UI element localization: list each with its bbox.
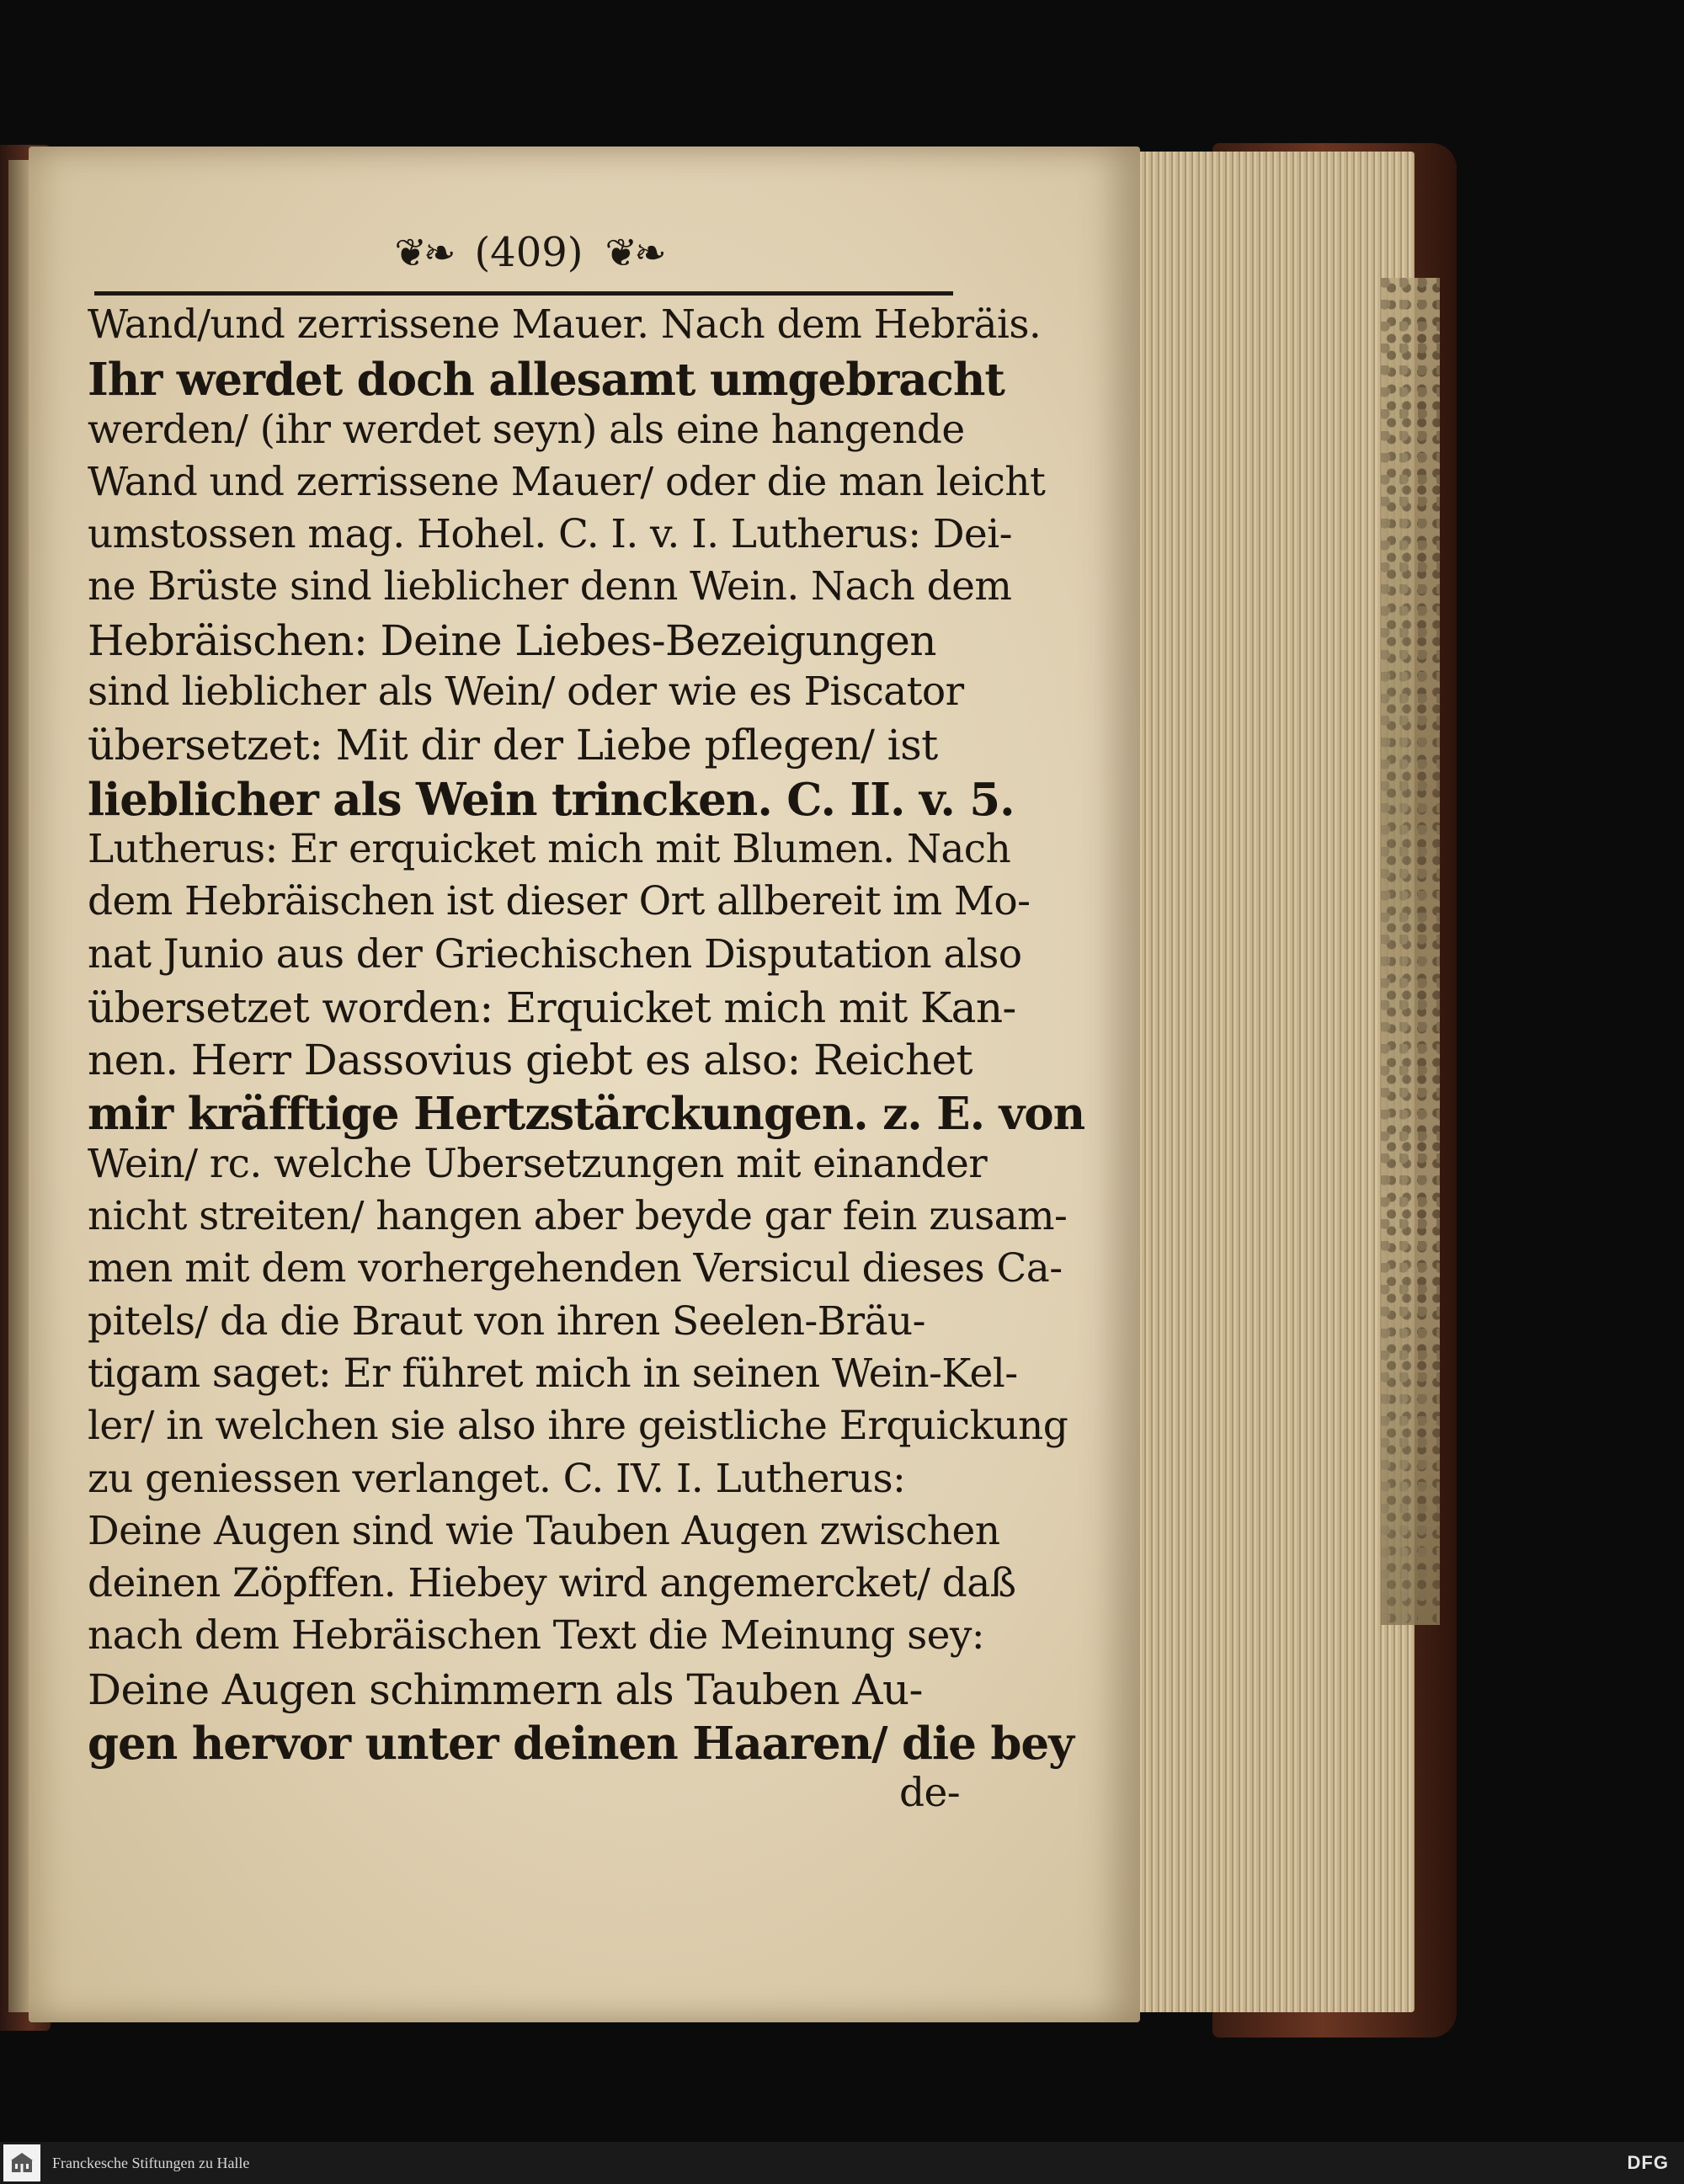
text-line: Lutherus: Er erquicket mich mit Blumen. Nach	[88, 825, 1011, 872]
text-line: Deine Augen schimmern als Tauben Au-	[88, 1665, 923, 1714]
text-line: nach dem Hebräischen Text die Meinung sey:	[88, 1612, 985, 1659]
dfg-logo[interactable]: DFG	[1627, 2152, 1669, 2173]
page-stack-edges	[1128, 152, 1415, 2012]
body-text	[88, 301, 1085, 1823]
text-line: pitels/ da die Braut von ihren Seelen-Bräu-	[88, 1297, 925, 1345]
text-line: zu geniessen verlanget. C. IV. I. Lutherus:	[88, 1455, 906, 1502]
catchword: de-	[899, 1770, 960, 1817]
text-line: men mit dem vorhergehenden Versicul dieses Ca-	[88, 1245, 1063, 1292]
marbled-endpaper	[1381, 278, 1440, 1625]
text-line: mir kräfftige Hertzstärckungen. z. E. von	[88, 1088, 1085, 1141]
text-line: werden/ (ihr werdet seyn) als eine hangende	[88, 406, 965, 453]
text-line: umstossen mag. Hohel. C. I. v. I. Lutherus: Dei-	[88, 511, 1012, 558]
text-line: ne Brüste sind lieblicher denn Wein. Nach dem	[88, 563, 1012, 610]
text-line: nicht streiten/ hangen aber beyde gar fein zusam-	[88, 1193, 1068, 1240]
text-line: nen. Herr Dassovius giebt es also: Reichet	[88, 1036, 973, 1085]
text-line: Ihr werdet doch allesamt umgebracht	[88, 354, 1005, 407]
building-icon	[9, 2150, 35, 2176]
text-line: sind lieblicher als Wein/ oder wie es Piscator	[88, 669, 964, 716]
institution-logo-icon[interactable]	[3, 2144, 40, 2181]
text-line: Hebräischen: Deine Liebes-Bezeigungen	[88, 615, 936, 665]
text-line: ler/ in welchen sie also ihre geistliche Erquickung	[88, 1403, 1068, 1450]
text-line: gen hervor unter deinen Haaren/ die bey	[88, 1718, 1074, 1771]
ornament-left-icon: ❦❧	[394, 230, 453, 275]
text-line: Wand und zerrissene Mauer/ oder die man leicht	[88, 458, 1046, 505]
text-line: übersetzet worden: Erquicket mich mit Kan-	[88, 983, 1016, 1032]
text-line: übersetzet: Mit dir der Liebe pflegen/ ist	[88, 721, 938, 770]
ornament-right-icon: ❦❧	[605, 230, 663, 275]
text-line: lieblicher als Wein trincken. C. II. v. 5.	[88, 773, 1015, 826]
text-line: Wand/und zerrissene Mauer. Nach dem Hebräis.	[88, 301, 1042, 348]
viewer-footer	[0, 2142, 1684, 2184]
text-line: dem Hebräischen ist dieser Ort allbereit im Mo-	[88, 878, 1031, 925]
text-line: deinen Zöpffen. Hiebey wird angemercket/ daß	[88, 1560, 1016, 1607]
text-line: Wein/ rc. welche Ubersetzungen mit einander	[88, 1140, 988, 1187]
running-head	[360, 223, 697, 282]
text-line: tigam saget: Er führet mich in seinen Wein-Kel-	[88, 1350, 1018, 1397]
text-line: Deine Augen sind wie Tauben Augen zwischen	[88, 1507, 1000, 1554]
text-line: nat Junio aus der Griechischen Disputation also	[88, 930, 1022, 977]
header-rule	[94, 291, 953, 296]
page-number: (409)	[474, 229, 584, 276]
institution-name[interactable]: Franckesche Stiftungen zu Halle	[52, 2154, 250, 2171]
